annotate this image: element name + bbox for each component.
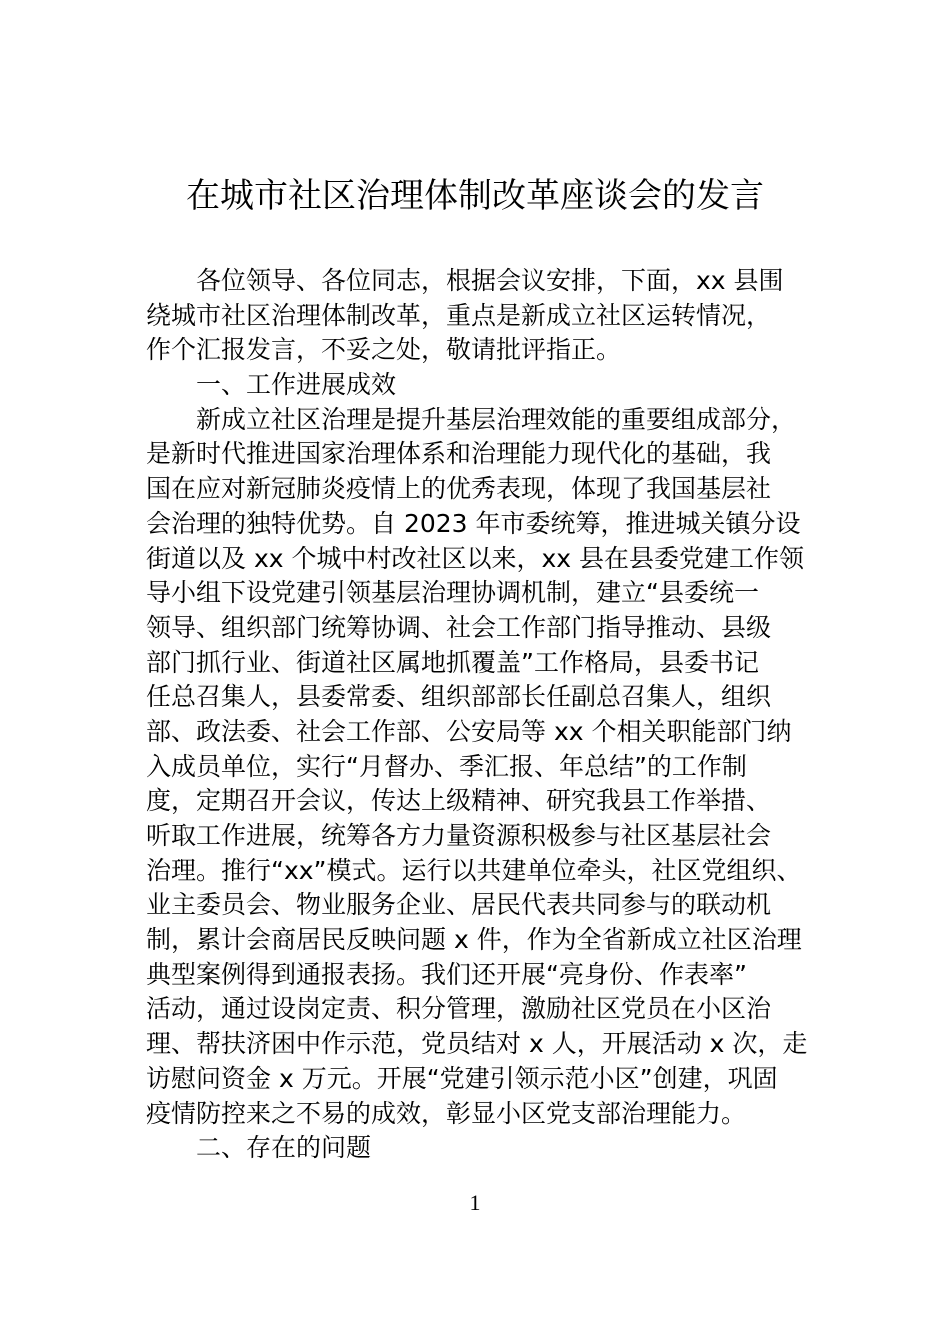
- body-line-10: 导小组下设党建引领基层治理协调机制，建立“县委统一: [146, 578, 759, 608]
- body-line-21: 典型案例得到通报表扬。我们还开展“亮身份、作表率”: [146, 959, 747, 989]
- body-line-20: 制，累计会商居民反映问题 x 件，作为全省新成立社区治理: [146, 925, 802, 955]
- body-line-5: 新成立社区治理是提升基层治理效能的重要组成部分，: [196, 404, 797, 434]
- section-heading-2: 二、存在的问题: [196, 1133, 372, 1163]
- body-line-3: 作个汇报发言，不妥之处，敬请批评指正。: [146, 335, 622, 365]
- body-line-23: 理、帮扶济困中作示范，党员结对 x 人，开展活动 x 次，走: [146, 1029, 808, 1059]
- body-line-6: 是新时代推进国家治理体系和治理能力现代化的基础，我: [146, 439, 772, 469]
- page-number: 1: [469, 1190, 481, 1215]
- body-line-12: 部门抓行业、街道社区属地抓覆盖”工作格局，县委书记: [146, 647, 759, 677]
- body-line-17: 听取工作进展，统筹各方力量资源积极参与社区基层社会: [146, 821, 772, 850]
- body-line-18: 治理。推行“xx”模式。运行以共建单位牵头，社区党组织、: [146, 855, 802, 885]
- body-line-14: 部、政法委、社会工作部、公安局等 xx 个相关职能部门纳: [146, 716, 792, 746]
- body-line-22: 活动，通过设岗定责、积分管理，激励社区党员在小区治: [146, 994, 772, 1024]
- body-line-2: 绕城市社区治理体制改革，重点是新成立社区运转情况，: [146, 300, 772, 330]
- body-line-11: 领导、组织部门统筹协调、社会工作部门指导推动、县级: [146, 612, 772, 642]
- body-line-7: 国在应对新冠肺炎疫情上的优秀表现，体现了我国基层社: [146, 474, 772, 504]
- body-line-9: 街道以及 xx 个城中村改社区以来，xx 县在县委党建工作领: [146, 543, 805, 573]
- body-line-8: 会治理的独特优势。自 2023 年市委统筹，推进城关镇分设: [146, 508, 801, 538]
- body-line-25: 疫情防控来之不易的成效，彰显小区党支部治理能力。: [146, 1098, 747, 1128]
- body-line-1: 各位领导、各位同志，根据会议安排，下面，xx 县围: [196, 266, 784, 295]
- body-line-24: 访慰问资金 x 万元。开展“党建引领示范小区”创建，巩固: [146, 1063, 778, 1093]
- body-line-13: 任总召集人，县委常委、组织部部长任副总召集人，组织: [146, 682, 772, 712]
- body-line-16: 度，定期召开会议，传达上级精神、研究我县工作举措、: [146, 786, 772, 816]
- body-line-19: 业主委员会、物业服务企业、居民代表共同参与的联动机: [146, 890, 772, 920]
- document-body: [146, 264, 836, 1166]
- document-title: 在城市社区治理体制改革座谈会的发言: [186, 176, 764, 216]
- section-heading-1: 一、工作进展成效: [196, 370, 397, 400]
- body-line-15: 入成员单位，实行“月督办、季汇报、年总结”的工作制: [146, 751, 747, 781]
